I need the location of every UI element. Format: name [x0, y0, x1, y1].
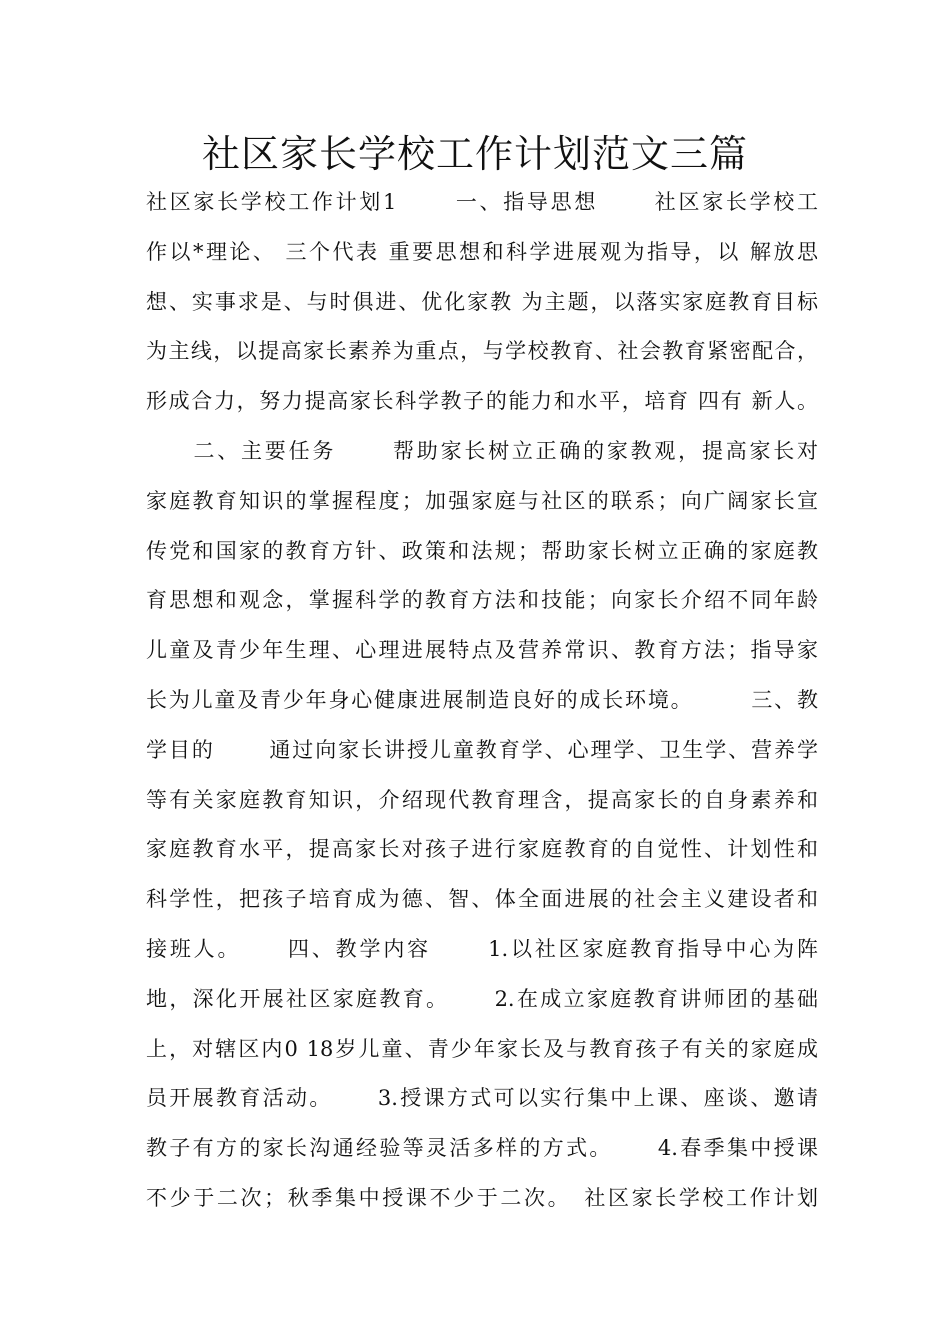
- document-title: 社区家长学校工作计划范文三篇: [201, 132, 748, 176]
- document-body: [146, 178, 818, 1224]
- body-line: 学目的 通过向家长讲授儿童教育学、心理学、卫生学、营养学: [146, 737, 818, 762]
- body-line: 教子有方的家长沟通经验等灵活多样的方式。 4.春季集中授课: [146, 1136, 818, 1161]
- body-line: 传党和国家的教育方针、政策和法规；帮助家长树立正确的家庭教: [146, 538, 818, 563]
- body-line: 等有关家庭教育知识，介绍现代教育理含，提高家长的自身素养和: [146, 787, 818, 812]
- body-line: 想、实事求是、与时俱进、优化家教 为主题，以落实家庭教育目标: [146, 289, 818, 314]
- body-line: 长为儿童及青少年身心健康进展制造良好的成长环境。 三、教: [146, 687, 818, 712]
- body-line: 不少于二次；秋季集中授课不少于二次。 社区家长学校工作计划: [146, 1185, 818, 1210]
- body-line: 接班人。 四、教学内容 1.以社区家庭教育指导中心为阵: [146, 936, 818, 961]
- body-line: 作以*理论、 三个代表 重要思想和科学进展观为指导，以 解放思: [146, 239, 818, 264]
- body-line: 科学性，把孩子培育成为德、智、体全面进展的社会主义建设者和: [146, 887, 818, 912]
- body-line: 为主线，以提高家长素养为重点，与学校教育、社会教育紧密配合，: [146, 339, 818, 364]
- body-line: 社区家长学校工作计划1 一、指导思想 社区家长学校工: [146, 190, 818, 214]
- body-line: 家庭教育知识的掌握程度；加强家庭与社区的联系；向广阔家长宣: [146, 488, 818, 513]
- body-line: 地，深化开展社区家庭教育。 2.在成立家庭教育讲师团的基础: [146, 986, 818, 1011]
- body-line: 员开展教育活动。 3.授课方式可以实行集中上课、座谈、邀请: [146, 1086, 818, 1111]
- body-line: 家庭教育水平，提高家长对孩子进行家庭教育的自觉性、计划性和: [146, 837, 818, 862]
- body-line: 二、主要任务 帮助家长树立正确的家教观，提高家长对: [146, 438, 818, 463]
- body-line: 形成合力，努力提高家长科学教子的能力和水平，培育 四有 新人。: [146, 389, 818, 414]
- body-line: 育思想和观念，掌握科学的教育方法和技能；向家长介绍不同年龄: [146, 588, 818, 613]
- body-line: 儿童及青少年生理、心理进展特点及营养常识、教育方法；指导家: [146, 638, 818, 663]
- body-line: 上，对辖区内0 18岁儿童、青少年家长及与教育孩子有关的家庭成: [146, 1036, 818, 1061]
